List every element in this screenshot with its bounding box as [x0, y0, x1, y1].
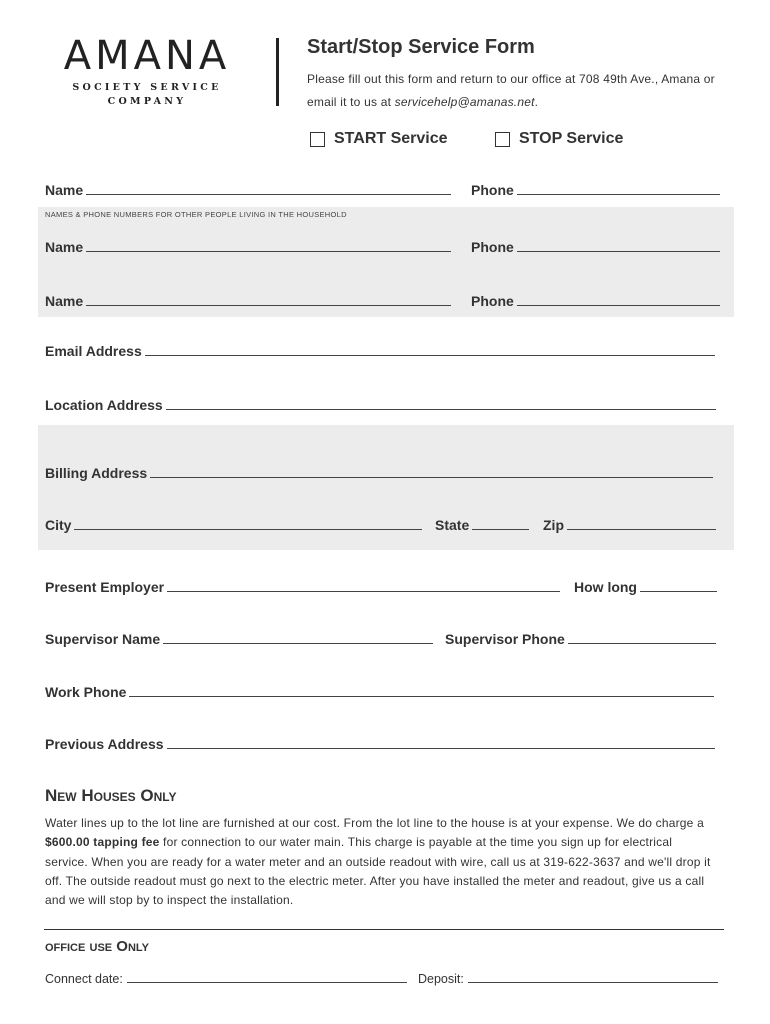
email-address-field[interactable] [45, 343, 715, 359]
office-use-heading: office use Only [45, 938, 149, 955]
household-name-line-1[interactable] [86, 239, 451, 252]
header-divider [276, 38, 279, 106]
present-employer-field[interactable] [45, 579, 560, 595]
deposit-line[interactable] [468, 972, 718, 983]
start-service-label: START Service [334, 130, 448, 147]
logo-wordmark: AMANA [63, 33, 231, 79]
intro-email: servicehelp@amanas.net [394, 95, 535, 109]
logo-subtitle-line1: SOCIETY SERVICE [72, 82, 222, 93]
name-line[interactable] [86, 182, 451, 195]
form-title: Start/Stop Service Form [307, 36, 535, 58]
email-address-line[interactable] [145, 343, 715, 356]
work-phone-label: Work Phone [45, 684, 127, 700]
how-long-field[interactable] [574, 579, 717, 595]
supervisor-phone-field[interactable] [445, 631, 716, 647]
household-note: NAMES & PHONE NUMBERS FOR OTHER PEOPLE LIVING IN THE HOUSEHOLD [45, 210, 347, 219]
location-address-field[interactable] [45, 397, 716, 413]
office-divider [44, 929, 724, 930]
household-phone-field-1[interactable] [471, 239, 720, 255]
supervisor-name-label: Supervisor Name [45, 631, 161, 647]
stop-service-checkbox[interactable] [495, 132, 510, 147]
tapping-fee: $600.00 tapping fee [45, 835, 160, 850]
new-houses-text-2: for connection to our water main. This charge is payable at the time you sign up for electrical service. When you are ready for a water meter and an outside readout with wire, call us at 319-622-3637 and we'll drop it off. The outside readout must go next to the electric meter. After you have installed the meter and readout, give us a call and we will stop by to inspect the installation. [45, 835, 711, 908]
name-label: Name [45, 293, 84, 309]
email-address-label: Email Address [45, 343, 142, 359]
previous-address-field[interactable] [45, 736, 715, 752]
zip-field[interactable] [543, 517, 716, 533]
stop-service-option[interactable] [495, 130, 623, 148]
location-address-line[interactable] [166, 397, 716, 410]
household-name-line-2[interactable] [86, 293, 451, 306]
billing-address-label: Billing Address [45, 465, 148, 481]
household-name-field-1[interactable] [45, 239, 451, 255]
intro-main: Please fill out this form and return to our office at 708 49th Ave., Amana or email it to us at [307, 72, 715, 109]
present-employer-label: Present Employer [45, 579, 165, 595]
name-label: Name [45, 239, 84, 255]
phone-line[interactable] [517, 182, 720, 195]
state-label: State [435, 517, 470, 533]
name-label: Name [45, 182, 84, 198]
connect-date-line[interactable] [127, 972, 407, 983]
stop-service-label: STOP Service [519, 130, 624, 147]
phone-label: Phone [471, 182, 514, 198]
city-label: City [45, 517, 72, 533]
new-houses-paragraph [45, 814, 717, 910]
present-employer-line[interactable] [167, 579, 560, 592]
deposit-label: Deposit: [418, 972, 464, 986]
billing-address-field[interactable] [45, 465, 713, 481]
phone-label: Phone [471, 239, 514, 255]
household-phone-line-1[interactable] [517, 239, 720, 252]
deposit-field[interactable] [418, 972, 718, 986]
logo-subtitle-line2: COMPANY [107, 96, 187, 107]
work-phone-line[interactable] [129, 684, 714, 697]
zip-line[interactable] [567, 517, 716, 530]
state-line[interactable] [472, 517, 529, 530]
supervisor-phone-label: Supervisor Phone [445, 631, 565, 647]
zip-label: Zip [543, 517, 564, 533]
supervisor-phone-line[interactable] [568, 631, 716, 644]
household-name-field-2[interactable] [45, 293, 451, 309]
city-line[interactable] [74, 517, 422, 530]
previous-address-label: Previous Address [45, 736, 164, 752]
name-field[interactable] [45, 182, 451, 198]
household-phone-field-2[interactable] [471, 293, 720, 309]
intro-end: . [534, 95, 539, 109]
supervisor-name-field[interactable] [45, 631, 433, 647]
phone-label: Phone [471, 293, 514, 309]
how-long-label: How long [574, 579, 637, 595]
new-houses-text-1: Water lines up to the lot line are furnished at our cost. From the lot line to the house is at your expense. We do charge a [45, 816, 704, 830]
start-service-checkbox[interactable] [310, 132, 325, 147]
start-service-option[interactable] [310, 130, 448, 148]
connect-date-field[interactable] [45, 972, 407, 986]
previous-address-line[interactable] [167, 736, 715, 749]
billing-address-line[interactable] [150, 465, 713, 478]
new-houses-heading: New Houses Only [45, 786, 177, 805]
location-address-label: Location Address [45, 397, 163, 413]
intro-text [307, 68, 727, 114]
household-phone-line-2[interactable] [517, 293, 720, 306]
state-field[interactable] [435, 517, 529, 533]
city-field[interactable] [45, 517, 422, 533]
phone-field[interactable] [471, 182, 720, 198]
work-phone-field[interactable] [45, 684, 714, 700]
how-long-line[interactable] [640, 579, 717, 592]
supervisor-name-line[interactable] [163, 631, 433, 644]
connect-date-label: Connect date: [45, 972, 123, 986]
